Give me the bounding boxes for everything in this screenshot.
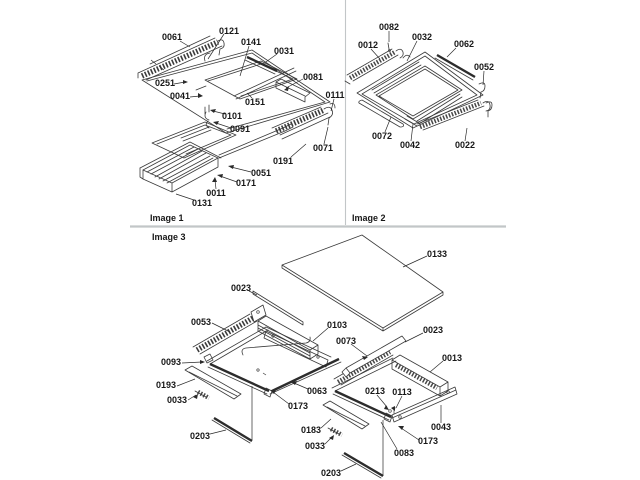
callout-0141: 0141 [240,37,262,47]
callout-0113: 0113 [392,387,412,397]
callout-0061: 0061 [161,32,183,42]
callout-0073: 0073 [335,336,357,346]
callout-0053: 0053 [190,317,212,327]
callout-0093: 0093 [160,357,182,367]
callout-0071: 0071 [312,143,334,153]
callout-0013: 0013 [441,353,463,363]
callout-0043: 0043 [430,422,452,432]
callout-0022: 0022 [454,140,476,150]
image3-callouts [156,249,462,478]
callout-0203-a: 0203 [189,431,211,441]
callout-0213: 0213 [364,386,386,396]
callout-0131: 0131 [191,198,213,208]
callout-0033-b: 0033 [304,441,326,451]
callout-0033-a: 0033 [166,395,188,405]
callout-0191: 0191 [272,156,294,166]
image2-title: Image 2 [352,213,386,223]
panel-dividers [130,0,506,227]
callout-0011: 0011 [206,188,226,198]
image1-title: Image 1 [150,213,184,223]
callout-0121: 0121 [218,26,240,36]
callout-0091: 0091 [229,124,251,134]
image3-title: Image 3 [152,232,186,242]
callout-0012: 0012 [357,40,379,50]
callout-0103: 0103 [326,320,348,330]
callout-0042: 0042 [399,140,421,150]
callout-0251: 0251 [154,78,176,88]
callout-0072: 0072 [371,131,393,141]
callout-0082: 0082 [378,22,400,32]
image3-leader-lines [177,256,443,471]
callout-0023-b: 0023 [422,325,444,335]
callout-0151: 0151 [244,97,266,107]
image3-right-rail-assembly [320,336,457,478]
callout-0171: 0171 [235,178,257,188]
callout-0203-b: 0203 [320,468,342,478]
callout-0032: 0032 [411,32,433,42]
callout-0173-b: 0173 [417,436,439,446]
image3-glass-shelf [282,235,443,331]
callout-0051: 0051 [250,168,272,178]
image2-shelf-frame [345,43,495,130]
callout-0062: 0062 [453,39,475,49]
callout-0133: 0133 [426,249,448,259]
callout-0023-a: 0023 [230,283,252,293]
callout-0173-a: 0173 [287,401,309,411]
callout-0031: 0031 [273,46,295,56]
callout-0052: 0052 [473,62,495,72]
callout-0063: 0063 [306,386,328,396]
callout-0183: 0183 [300,425,322,435]
callout-0041: 0041 [169,91,191,101]
callout-0081: 0081 [302,72,324,82]
callout-0101: 0101 [221,111,243,121]
callout-0083: 0083 [393,448,415,458]
callout-0193: 0193 [155,380,177,390]
callout-0111: 0111 [325,90,345,100]
